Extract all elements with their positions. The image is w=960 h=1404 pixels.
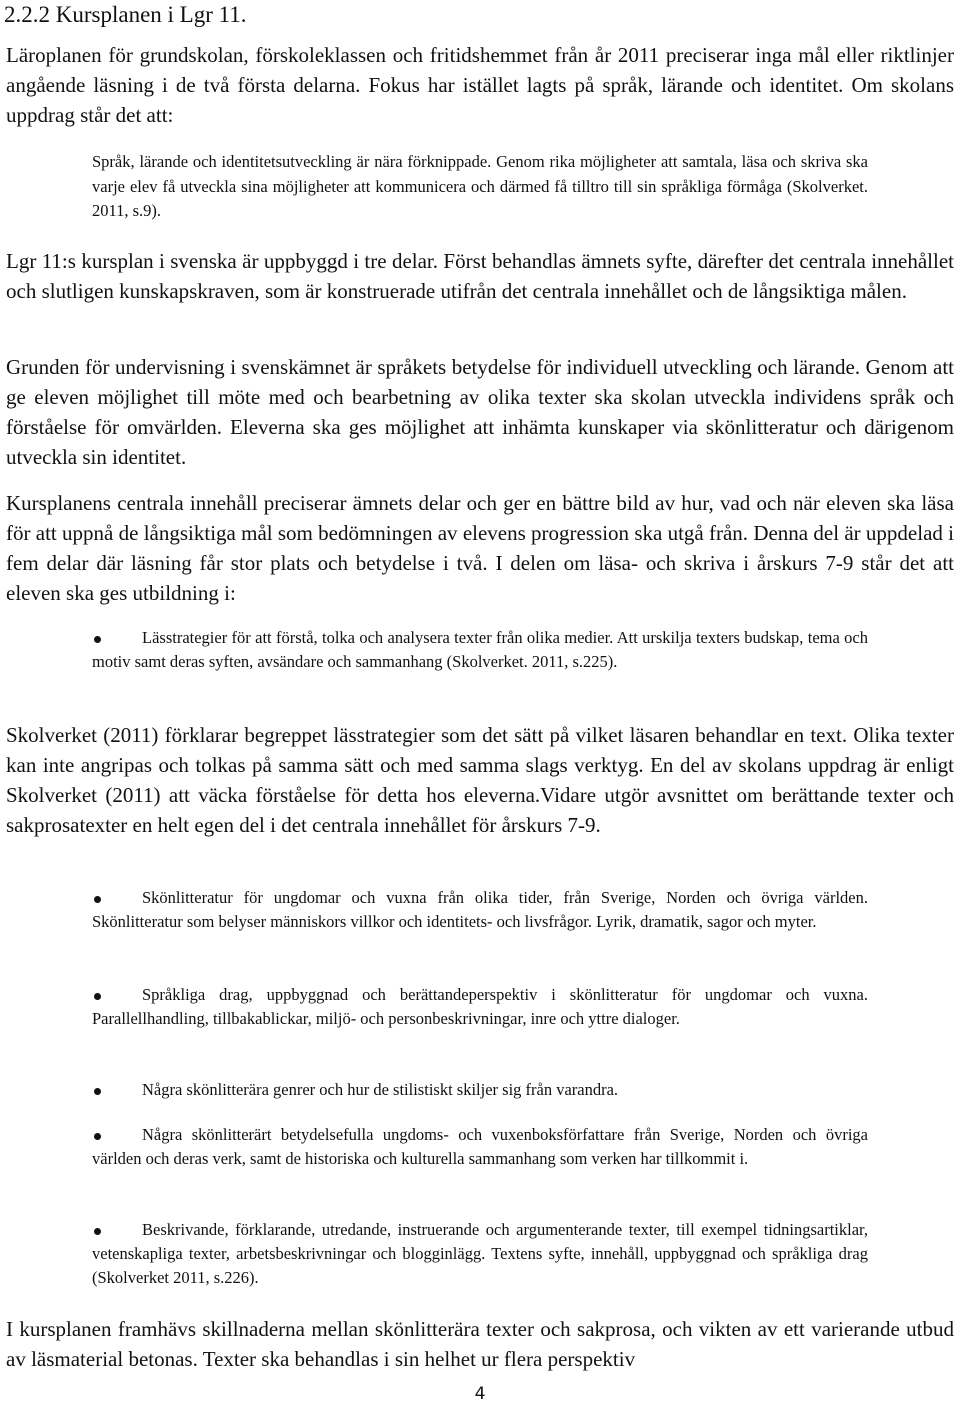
- bullet-item: Några skönlitterära genrer och hur de stilistiskt skiljer sig från varandra.: [142, 1080, 619, 1099]
- paragraph-kursplan: Lgr 11:s kursplan i svenska är uppbyggd i tre delar. Först behandlas ämnets syfte, därefter det centrala innehållet och slutligen kunskapskraven, som är konstruerade utifrån det centrala innehållet och de långsiktiga målen.: [6, 249, 954, 303]
- page-number: 4: [474, 1384, 486, 1404]
- bullet-item: Skönlitteratur för ungdomar och vuxna från olika tider, från Sverige, Norden och övriga världen. Skönlitteratur som belyser människors villkor och identitets- och livsfrågor. Lyrik, dramatik, sagor och myter.: [92, 888, 868, 931]
- paragraph-skillnader: I kursplanen framhävs skillnaderna mellan skönlitterära texter och sakprosa, och vikten av ett varierande utbud av läsmaterial betonas. Texter ska behandlas i sin helhet ur flera perspektiv: [6, 1317, 954, 1371]
- bullet-item: Språkliga drag, uppbyggnad och berättandeperspektiv i skönlitteratur för ungdomar och vuxna. Parallellhandling, tillbakablickar, miljö- och personbeskrivningar, inre och yttre dialoger.: [92, 985, 868, 1028]
- section-heading: 2.2.2 Kursplanen i Lgr 11.: [4, 2, 247, 27]
- block-quote: Språk, lärande och identitetsutveckling är nära förknippade. Genom rika möjligheter att samtala, läsa och skriva ska varje elev få utveckla sina möjligheter att kommunicera och därmed få tilltro till sin språkliga förmåga (Skolverket. 2011, s.9).: [92, 152, 868, 220]
- paragraph-centrala-innehall: Kursplanens centrala innehåll preciserar ämnets delar och ger en bättre bild av hur, vad och när eleven ska läsa för att uppnå de långsiktiga mål som bedömningen av elevens progression ska utgå från. Denna del är uppdelad i fem delar där läsning får stor plats och betydelse i två. I delen om läsa- och skriva i årskurs 7-9 står det att eleven ska ges utbildning i:: [6, 491, 954, 605]
- bullet-item: Några skönlitterärt betydelsefulla ungdoms- och vuxenboksförfattare från Sverige, Norden och övriga världen och deras verk, samt de historiska och kulturella sammanhang som verken har tillkommit i.: [92, 1125, 868, 1168]
- paragraph-grunden: Grunden för undervisning i svenskämnet är språkets betydelse för individuell utveckling och lärande. Genom att ge eleven möjlighet till möte med och bearbetning av olika texter ska skolan utveckla individens språk och förståelse för omvärlden. Eleverna ska ges möjlighet att inhämta kunskaper via skönlitteratur och därigenom utveckla sin identitet.: [6, 355, 954, 469]
- bullet-item: Beskrivande, förklarande, utredande, instruerande och argumenterande texter, till exempel tidningsartiklar, vetenskapliga texter, arbetsbeskrivningar och blogginlägg. Textens syfte, innehåll, uppbyggnad och språkliga drag (Skolverket 2011, s.226).: [92, 1220, 868, 1287]
- bullet-item: Lässtrategier för att förstå, tolka och analysera texter från olika medier. Att urskilja texters budskap, tema och motiv samt deras syften, avsändare och sammanhang (Skolverket. 2011, s.225).: [92, 628, 868, 671]
- paragraph-lasstrategier: Skolverket (2011) förklarar begreppet lässtrategier som det sätt på vilket läsaren behandlar en text. Olika texter kan inte angripas och tolkas på samma sätt och med samma slags verktyg. En del av skolans uppdrag är enligt Skolverket (2011) att väcka förståelse för detta hos eleverna.Vidare utgör avsnittet om berättande texter och sakprosatexter en helt egen del i det centrala innehållet för årskurs 7-9.: [6, 723, 954, 837]
- paragraph-intro: Läroplanen för grundskolan, förskoleklassen och fritidshemmet från år 2011 preciserar inga mål eller riktlinjer angående läsning i de två första delarna. Fokus har istället lagts på språk, lärande och identitet. Om skolans uppdrag står det att:: [6, 43, 954, 127]
